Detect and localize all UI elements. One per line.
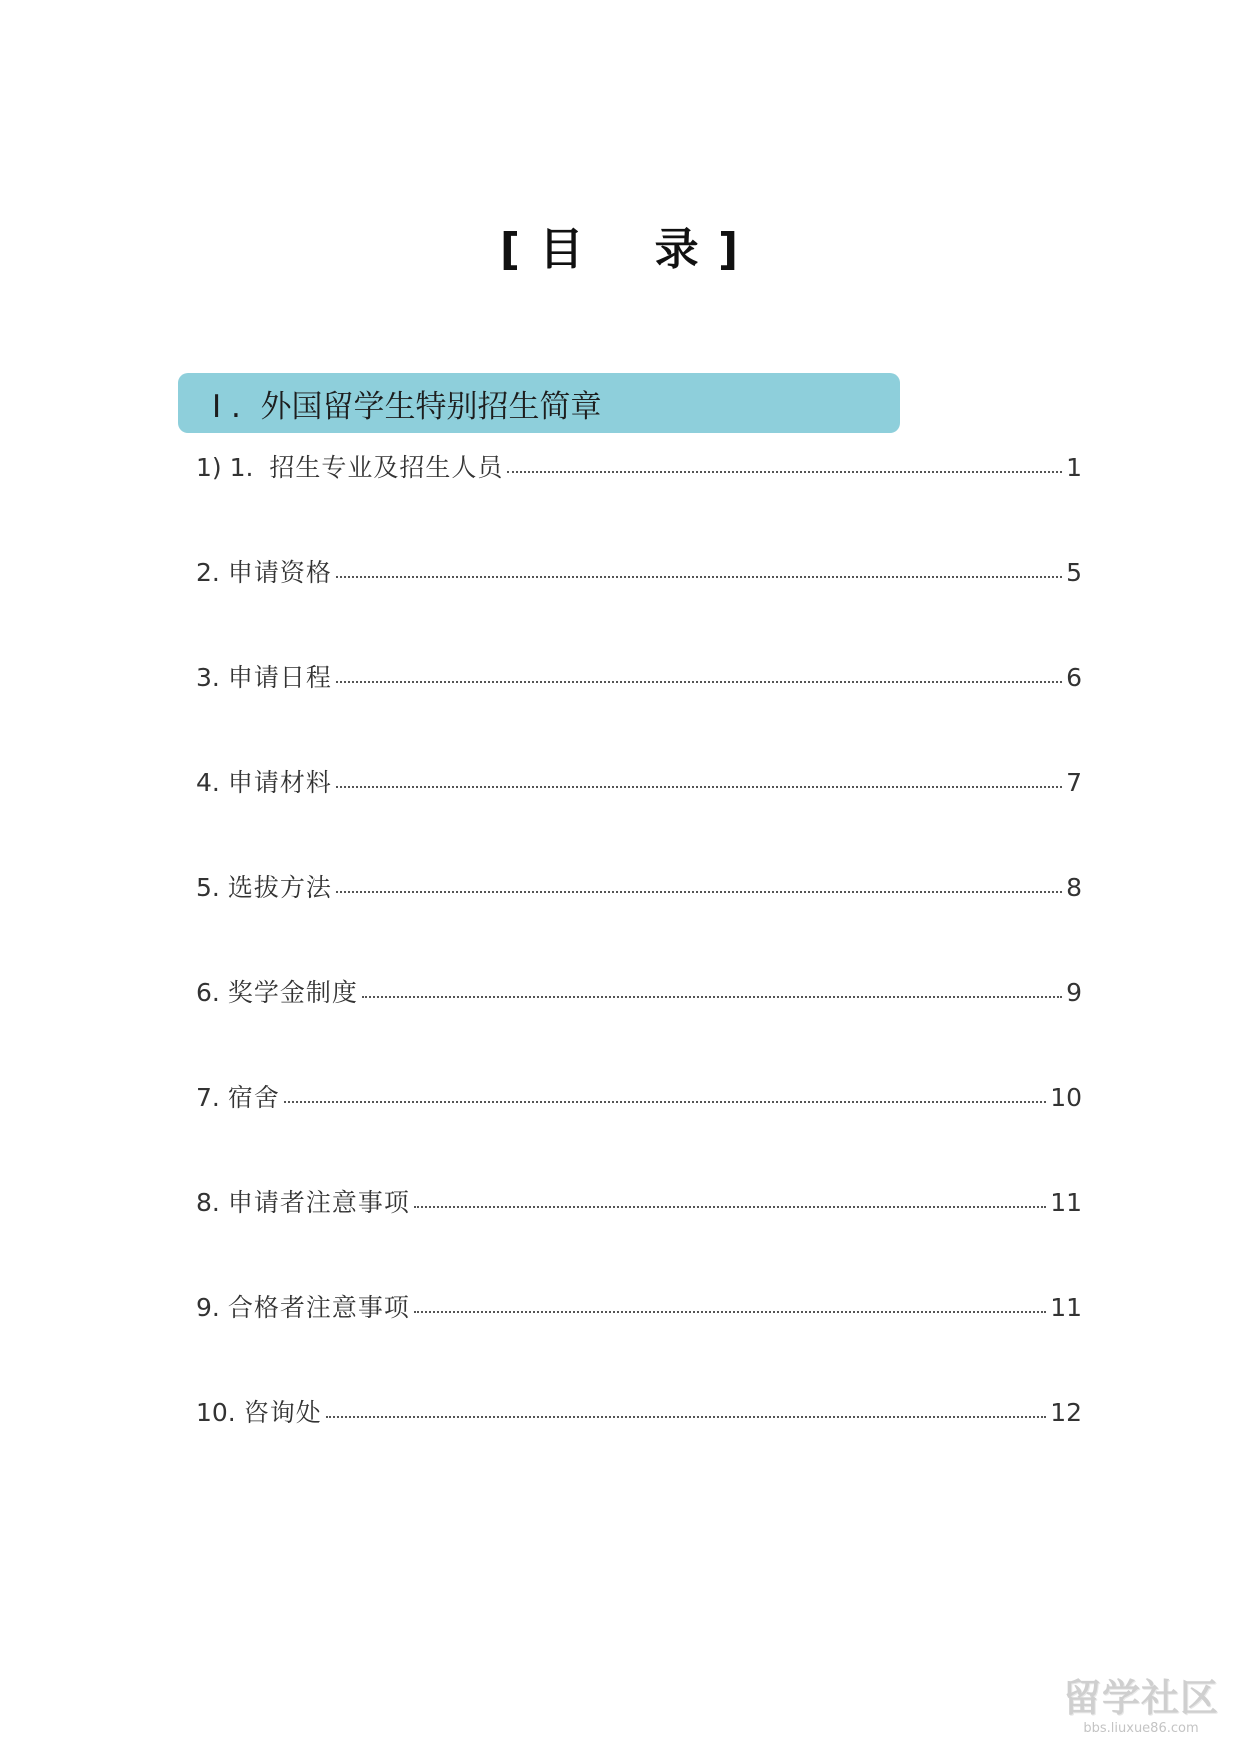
toc-entry[interactable] bbox=[196, 973, 1082, 1013]
toc-entry[interactable] bbox=[196, 448, 1082, 488]
dot-leader bbox=[336, 786, 1062, 788]
toc-entry[interactable] bbox=[196, 1393, 1082, 1433]
toc-entry[interactable] bbox=[196, 1183, 1082, 1223]
toc-entry-page: 12 bbox=[1050, 1398, 1082, 1427]
page-title: [ 目 录 ] bbox=[499, 224, 741, 275]
dot-leader bbox=[336, 891, 1062, 893]
toc-entry-label: 申请资格 bbox=[227, 558, 332, 587]
toc-entry-label: 申请者注意事项 bbox=[227, 1188, 410, 1217]
toc-entry[interactable] bbox=[196, 868, 1082, 908]
toc-entry-label: 选拔方法 bbox=[227, 873, 332, 902]
toc-entry-page: 9 bbox=[1066, 978, 1082, 1007]
dot-leader bbox=[362, 996, 1062, 998]
toc-entry[interactable] bbox=[196, 763, 1082, 803]
toc-entry-label: 宿舍 bbox=[227, 1083, 280, 1112]
watermark-main-text: 留学社区 bbox=[1062, 1676, 1219, 1720]
toc-entry-label: 合格者注意事项 bbox=[227, 1293, 410, 1322]
dot-leader bbox=[414, 1206, 1046, 1208]
section-header bbox=[178, 373, 900, 433]
toc-entry-page: 1 bbox=[1066, 453, 1082, 482]
toc-entry-label: 申请材料 bbox=[227, 768, 332, 797]
toc-entry[interactable] bbox=[196, 1288, 1082, 1328]
toc-entry-number: 1) 1. bbox=[196, 453, 270, 482]
dot-leader bbox=[336, 681, 1062, 683]
toc-entry-number: 9. bbox=[196, 1293, 228, 1322]
dot-leader bbox=[336, 576, 1062, 578]
toc-entry-number: 6. bbox=[196, 978, 228, 1007]
toc-entry-page: 7 bbox=[1066, 768, 1082, 797]
watermark-logo bbox=[1056, 1676, 1226, 1742]
dot-leader bbox=[414, 1311, 1046, 1313]
toc-entry-number: 4. bbox=[196, 768, 228, 797]
toc-entry-page: 5 bbox=[1066, 558, 1082, 587]
toc-entry[interactable] bbox=[196, 658, 1082, 698]
toc-entry-number: 3. bbox=[196, 663, 228, 692]
dot-leader bbox=[284, 1101, 1046, 1103]
toc-entry[interactable] bbox=[196, 553, 1082, 593]
toc-entry-number: 5. bbox=[196, 873, 228, 902]
dot-leader bbox=[507, 471, 1062, 473]
toc-entry-page: 6 bbox=[1066, 663, 1082, 692]
toc-entry-page: 8 bbox=[1066, 873, 1082, 902]
toc-entry-number: 2. bbox=[196, 558, 228, 587]
dot-leader bbox=[326, 1416, 1046, 1418]
toc-entry[interactable] bbox=[196, 1078, 1082, 1118]
toc-entry-number: 7. bbox=[196, 1083, 228, 1112]
watermark-sub-text: bbs.liuxue86.com bbox=[1083, 1721, 1199, 1736]
toc-entry-label: 奖学金制度 bbox=[227, 978, 358, 1007]
section-header-label: I . 外国留学生特别招生简章 bbox=[212, 388, 602, 425]
toc-entry-page: 10 bbox=[1050, 1083, 1082, 1112]
toc-entry-label: 咨询处 bbox=[243, 1398, 322, 1427]
toc-entry-number: 10. bbox=[196, 1398, 244, 1427]
toc-entry-page: 11 bbox=[1050, 1188, 1082, 1217]
toc-entry-number: 8. bbox=[196, 1188, 228, 1217]
toc-entry-label: 招生专业及招生人员 bbox=[269, 453, 504, 482]
toc-entry-page: 11 bbox=[1050, 1293, 1082, 1322]
toc-entry-label: 申请日程 bbox=[227, 663, 332, 692]
